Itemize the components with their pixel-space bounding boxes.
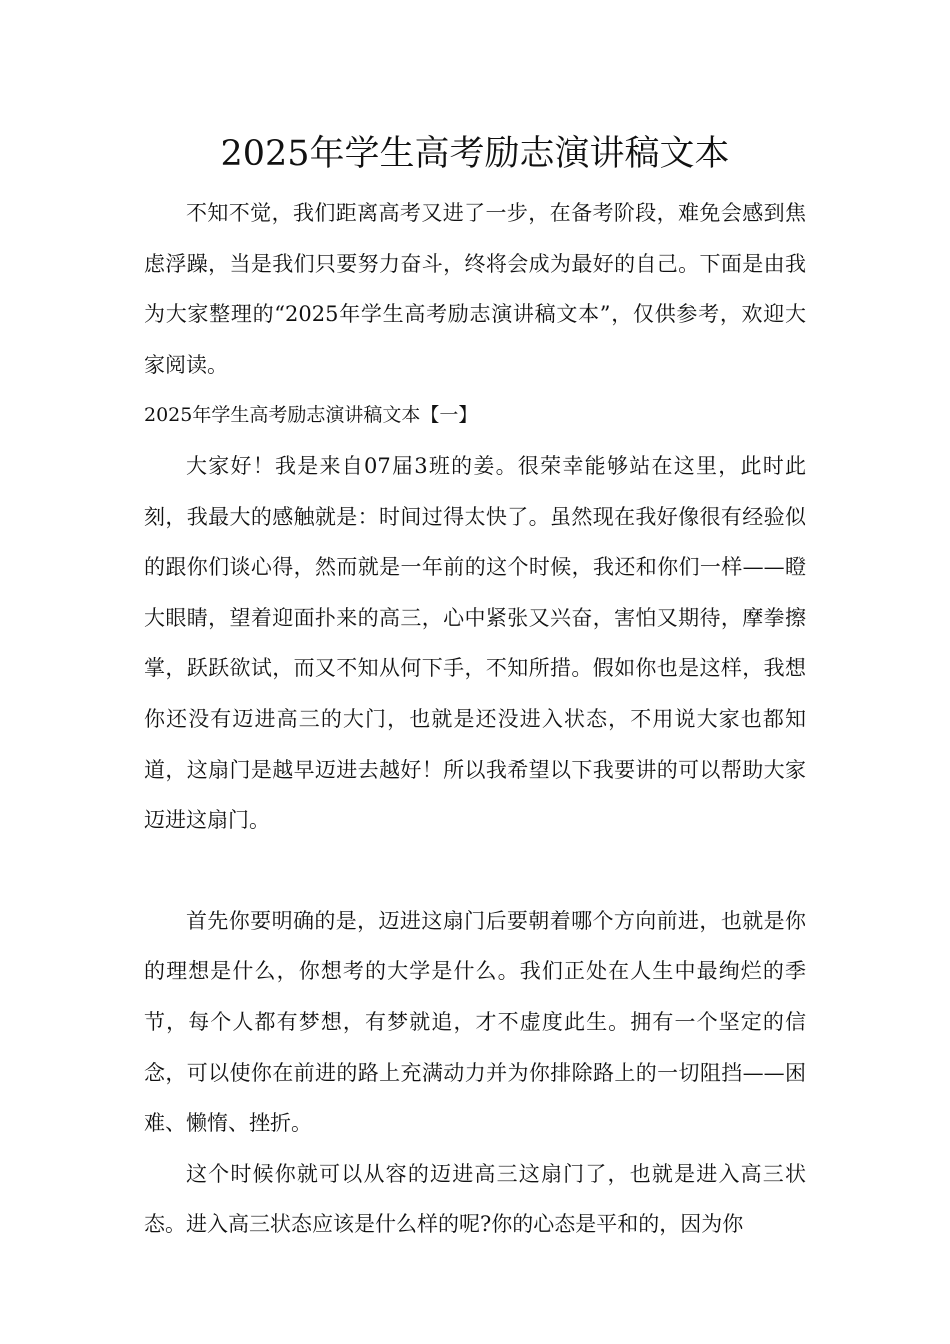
section-heading: 2025年学生高考励志演讲稿文本【一】 — [144, 404, 478, 427]
document-page — [144, 128, 806, 1250]
body-paragraph-2: 首先你要明确的是，迈进这扇门后要朝着哪个方向前进，也就是你的理想是什么，你想考的大学是什么。我们正处在人生中最绚烂的季节，每个人都有梦想，有梦就追，才不虚度此生。拥有一个坚定的信念，可以使你在前进的路上充满动力并为你排除路上的一切阻挡——困难、懒惰、挫折。 — [144, 908, 806, 1136]
document-title: 2025年学生高考励志演讲稿文本 — [220, 134, 730, 174]
intro-paragraph: 不知不觉，我们距离高考又进了一步，在备考阶段，难免会感到焦虑浮躁，当是我们只要努力奋斗，终将会成为最好的自己。下面是由我为大家整理的“2025年学生高考励志演讲稿文本”，仅供参考，欢迎大家阅读。 — [144, 201, 806, 377]
paragraph-spacer — [144, 846, 806, 896]
body-paragraph-1: 大家好！我是来自07届3班的姜。很荣幸能够站在这里，此时此刻，我最大的感触就是：时间过得太快了。虽然现在我好像很有经验似的跟你们谈心得，然而就是一年前的这个时候，我还和你们一样——瞪大眼睛，望着迎面扑来的高三，心中紧张又兴奋，害怕又期待，摩拳擦掌，跃跃欲试，而又不知从何下手，不知所措。假如你也是这样，我想你还没有迈进高三的大门，也就是还没进入状态，不用说大家也都知道，这扇门是越早迈进去越好！所以我希望以下我要讲的可以帮助大家迈进这扇门。 — [144, 453, 806, 833]
body-paragraph-3: 这个时候你就可以从容的迈进高三这扇门了，也就是进入高三状态。进入高三状态应该是什么样的呢?你的心态是平和的，因为你 — [144, 1161, 806, 1237]
